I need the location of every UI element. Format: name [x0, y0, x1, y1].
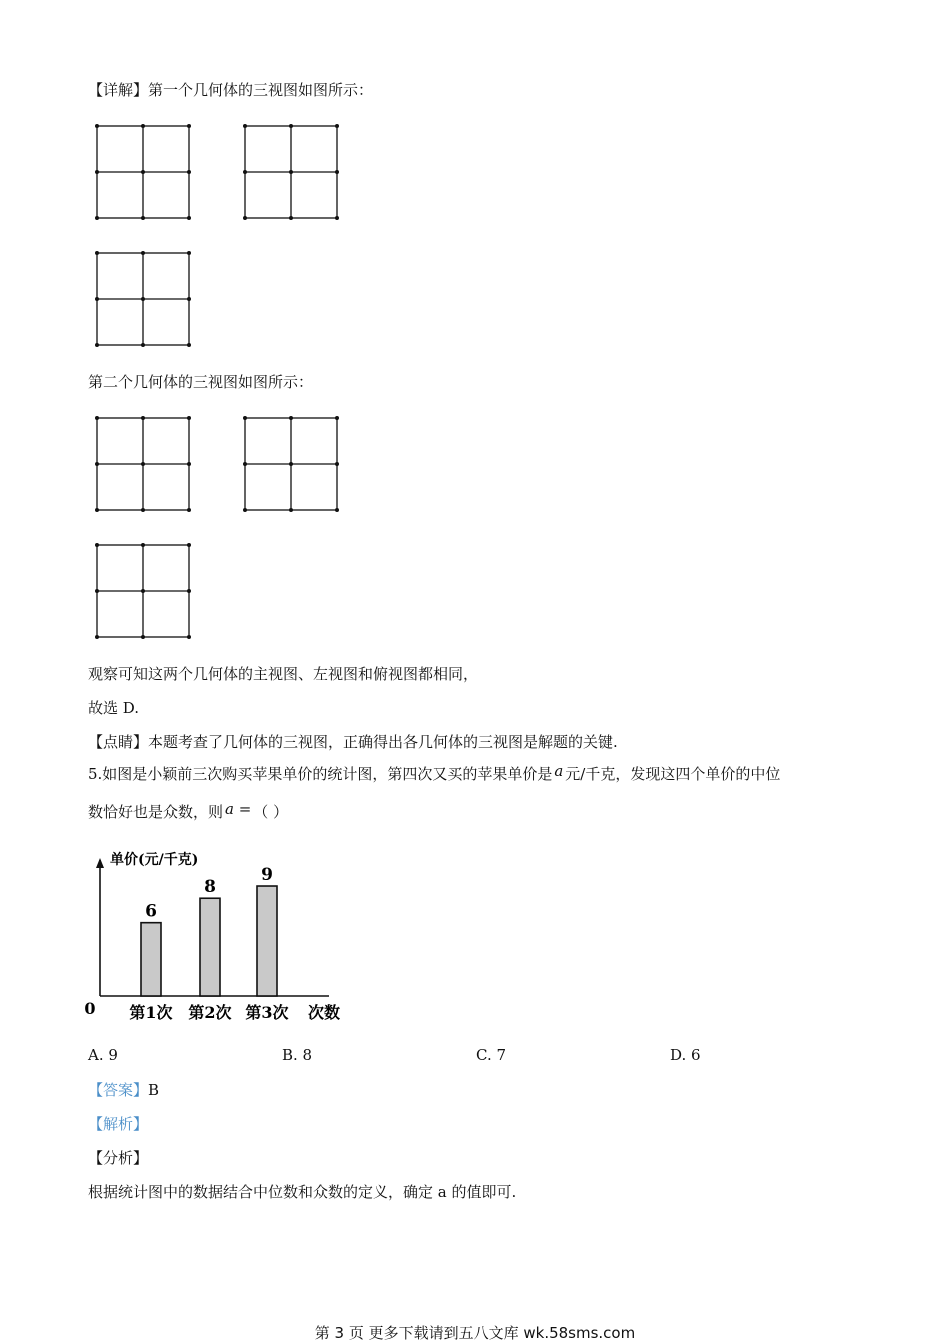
bar-1 — [141, 923, 161, 996]
option-d: D. 6 — [670, 1046, 701, 1064]
question-5-line-2 — [88, 802, 288, 822]
bar-value-1: 6 — [145, 901, 157, 922]
y-axis-arrow — [96, 858, 104, 868]
side-view-grid-2 — [245, 418, 337, 510]
detail-heading: 【详解】第一个几何体的三视图如图所示： — [88, 81, 374, 99]
observation-text: 观察可知这两个几何体的主视图、左视图和俯视图都相同， — [88, 665, 479, 683]
bar-value-2: 8 — [204, 877, 216, 898]
option-c: C. 7 — [476, 1046, 507, 1064]
front-view-grid-2 — [97, 418, 189, 510]
top-view-grid-2 — [97, 545, 189, 637]
y-axis-label: 单价(元/千克) — [110, 852, 199, 868]
top-view-grid-1 — [97, 253, 189, 345]
price-bar-chart — [84, 846, 354, 1030]
category-label-3: 第3次 — [245, 1003, 289, 1022]
option-a: A. 9 — [88, 1046, 118, 1064]
comment-text: 【点睛】本题考查了几何体的三视图，正确得出各几何体的三视图是解题的关键. — [88, 733, 618, 751]
q5-var-a: a — [554, 762, 564, 780]
page-footer: 第 3 页 更多下载请到五八文库 wk.58sms.com — [314, 1324, 636, 1342]
question-5-line-1 — [88, 764, 780, 784]
fenxi-tag: 【分析】 — [88, 1149, 149, 1167]
q5-text-a: 5.如图是小颖前三次购买苹果单价的统计图，第四次又买的苹果单价是 — [88, 765, 553, 783]
category-label-2: 第2次 — [188, 1003, 232, 1022]
q5-equation: a = — [225, 800, 252, 818]
bar-3 — [257, 886, 277, 996]
side-view-grid-1 — [245, 126, 337, 218]
q5-paren: （ ） — [253, 803, 289, 821]
answer-line — [88, 1080, 159, 1100]
option-b: B. 8 — [282, 1046, 313, 1064]
analysis-text: 根据统计图中的数据结合中位数和众数的定义，确定 a 的值即可. — [88, 1183, 517, 1201]
q5-text-c: 数恰好也是众数，则 — [88, 803, 224, 821]
choice-text: 故选 D. — [88, 699, 140, 717]
analysis-tag: 【解析】 — [88, 1115, 149, 1133]
x-axis-label: 次数 — [307, 1003, 341, 1022]
category-label-1: 第1次 — [129, 1003, 173, 1022]
chart-svg — [84, 846, 354, 1026]
q5-text-b: 元/千克，发现这四个单价的中位 — [565, 765, 781, 783]
answer-value: B — [148, 1081, 160, 1099]
bar-value-3: 9 — [261, 865, 273, 886]
answer-tag: 【答案】 — [88, 1081, 149, 1099]
second-heading: 第二个几何体的三视图如图所示： — [88, 373, 314, 391]
front-view-grid-1 — [97, 126, 189, 218]
origin-label: 0 — [84, 999, 96, 1018]
bar-2 — [200, 898, 220, 996]
